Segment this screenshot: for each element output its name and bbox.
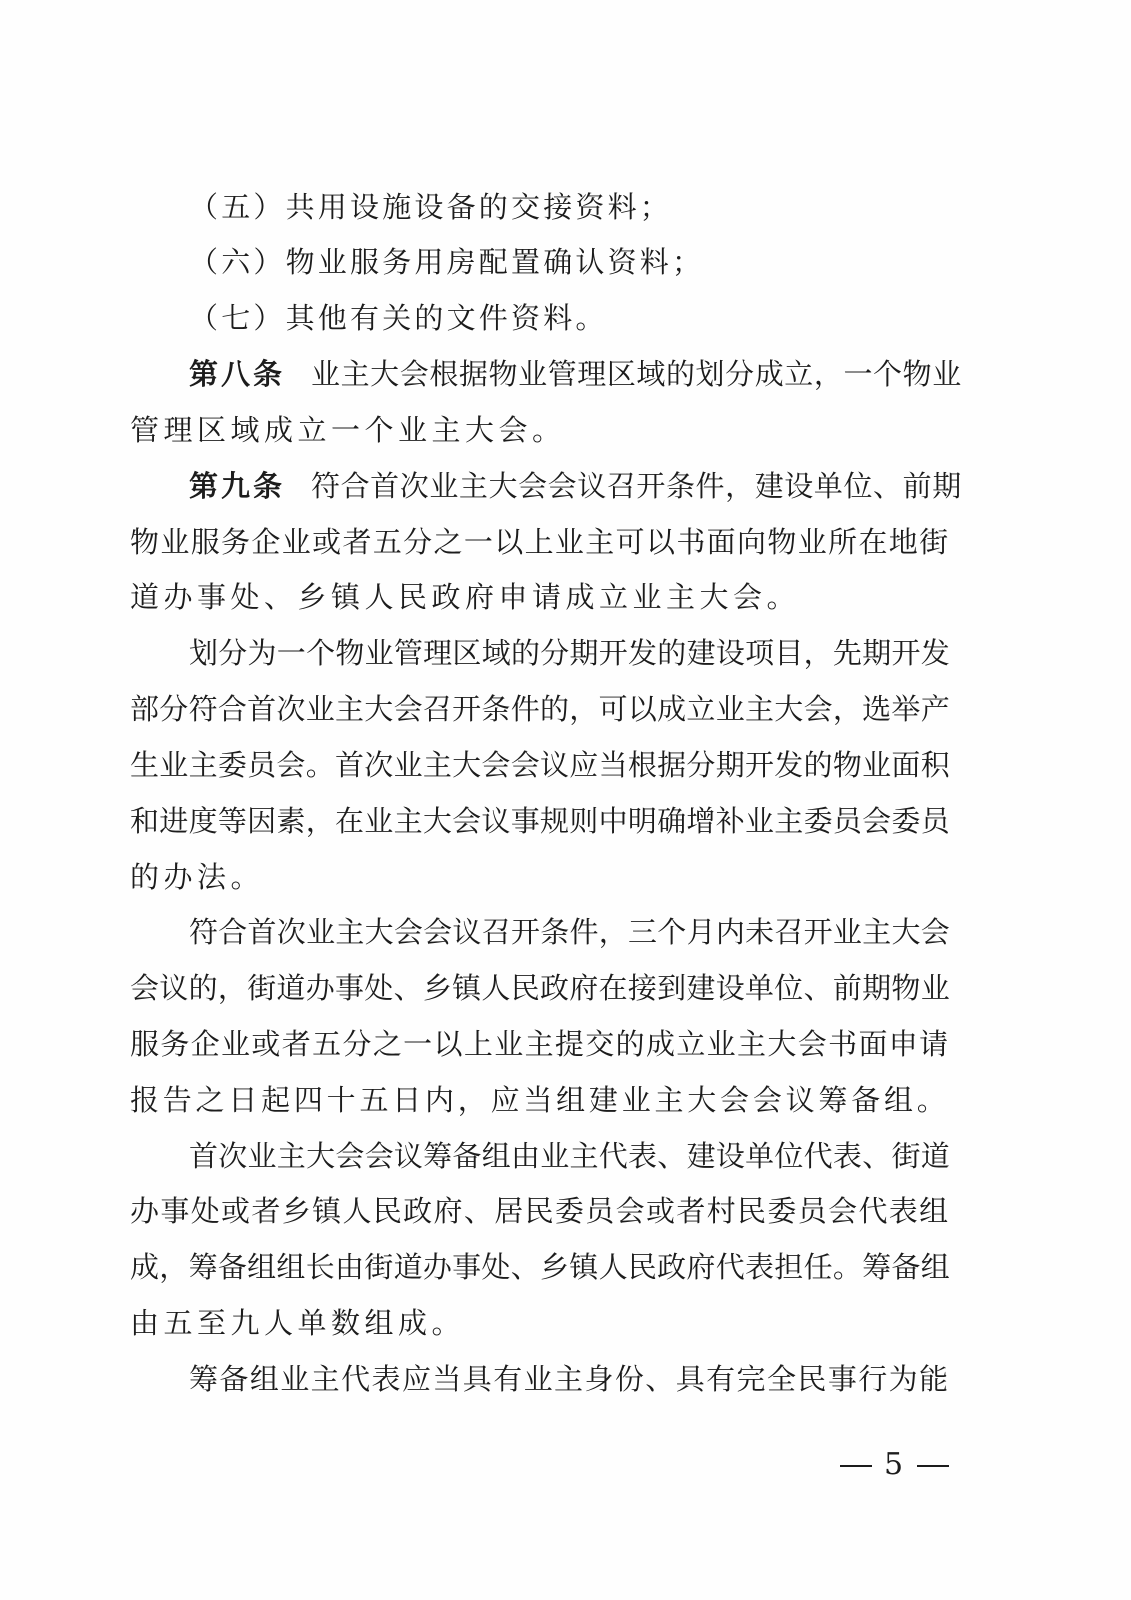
dash-right-icon <box>917 1465 949 1467</box>
list-item-7: （七）其他有关的文件资料。 <box>189 301 608 335</box>
paragraph-3-line-4: 报告之日起四十五日内，应当组建业主大会会议筹备组。 <box>130 1083 950 1117</box>
list-item-5: （五）共用设施设备的交接资料； <box>189 190 673 224</box>
paragraph-3-line-3: 服务企业或者五分之一以上业主提交的成立业主大会书面申请 <box>130 1027 950 1061</box>
paragraph-4-line-3: 成，筹备组组长由街道办事处、乡镇人民政府代表担任。筹备组 <box>130 1250 951 1284</box>
paragraph-4-line-4: 由五至九人单数组成。 <box>130 1306 466 1340</box>
article-8-text: 业主大会根据物业管理区域的划分成立，一个物业 <box>311 357 962 391</box>
article-9-first-line <box>189 466 962 506</box>
dash-left-icon <box>840 1465 872 1467</box>
article-9-line-3: 道办事处、乡镇人民政府申请成立业主大会。 <box>130 580 801 614</box>
list-item-6: （六）物业服务用房配置确认资料； <box>189 245 705 279</box>
page-number <box>840 1447 949 1482</box>
article-9-text: 符合首次业主大会会议召开条件，建设单位、前期 <box>311 469 962 503</box>
paragraph-2-line-4: 和进度等因素，在业主大会议事规则中明确增补业主委员会委员 <box>130 804 951 838</box>
paragraph-4-line-1: 首次业主大会会议筹备组由业主代表、建设单位代表、街道 <box>189 1139 951 1173</box>
paragraph-2-line-1: 划分为一个物业管理区域的分期开发的建设项目，先期开发 <box>189 636 951 670</box>
article-8-line-2: 管理区域成立一个业主大会。 <box>130 413 566 447</box>
article-9-line-2: 物业服务企业或者五分之一以上业主可以书面向物业所在地街 <box>130 525 950 559</box>
paragraph-3-line-1: 符合首次业主大会会议召开条件，三个月内未召开业主大会 <box>189 915 951 949</box>
paragraph-2-line-5: 的办法。 <box>130 860 265 894</box>
article-9-label: 第九条 <box>189 469 286 503</box>
article-8-first-line <box>189 354 962 394</box>
paragraph-4-line-2: 办事处或者乡镇人民政府、居民委员会或者村民委员会代表组 <box>130 1194 950 1228</box>
article-8-label: 第八条 <box>189 357 286 391</box>
paragraph-2-line-3: 生业主委员会。首次业主大会会议应当根据分期开发的物业面积 <box>130 748 951 782</box>
paragraph-3-line-2: 会议的，街道办事处、乡镇人民政府在接到建设单位、前期物业 <box>130 971 951 1005</box>
paragraph-2-line-2: 部分符合首次业主大会召开条件的，可以成立业主大会，选举产 <box>130 692 951 726</box>
page-number-value: 5 <box>884 1447 906 1482</box>
paragraph-5-line-1: 筹备组业主代表应当具有业主身份、具有完全民事行为能 <box>189 1362 950 1396</box>
